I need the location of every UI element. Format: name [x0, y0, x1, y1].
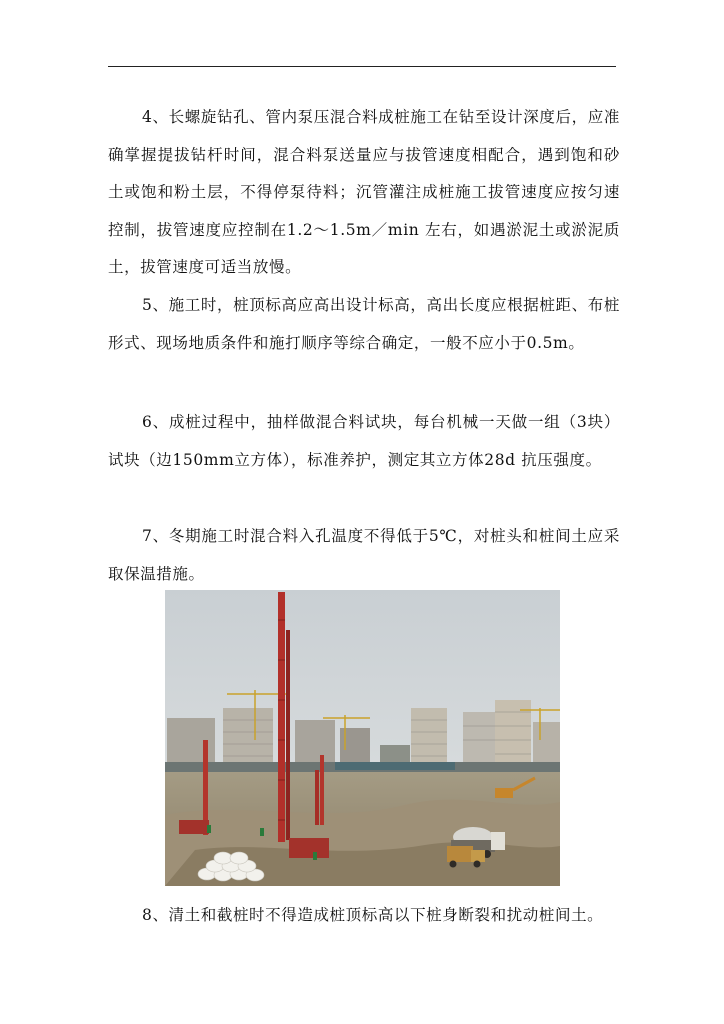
construction-site-photo [165, 590, 560, 886]
paragraph-5: 5、施工时，桩顶标高应高出设计标高，高出长度应根据桩距、布桩形式、现场地质条件和施打顺序等综合确定，一般不应小于0.5m。 [108, 296, 620, 352]
paragraph-4: 4、长螺旋钻孔、管内泵压混合料成桩施工在钻至设计深度后，应准确掌握提拔钻杆时间，混合料泵送量应与拔管速度相配合，遇到饱和砂土或饱和粉土层，不得停泵待料；沉管灌注成桩施工拔管速度应按匀速控制，拔管速度应控制在1.2～1.5m／min 左右，如遇淤泥土或淤泥质土，拔管速度可适当放慢。 [108, 108, 620, 276]
header-rule [108, 66, 616, 67]
paragraph-8: 8、清土和截桩时不得造成桩顶标高以下桩身断裂和扰动桩间土。 [142, 906, 604, 924]
paragraph-6: 6、成桩过程中，抽样做混合料试块，每台机械一天做一组（3块）试块（边150mm立方体），标准养护，测定其立方体28d 抗压强度。 [108, 413, 620, 469]
paragraph-7: 7、冬期施工时混合料入孔温度不得低于5℃，对桩头和桩间土应采取保温措施。 [108, 527, 620, 583]
